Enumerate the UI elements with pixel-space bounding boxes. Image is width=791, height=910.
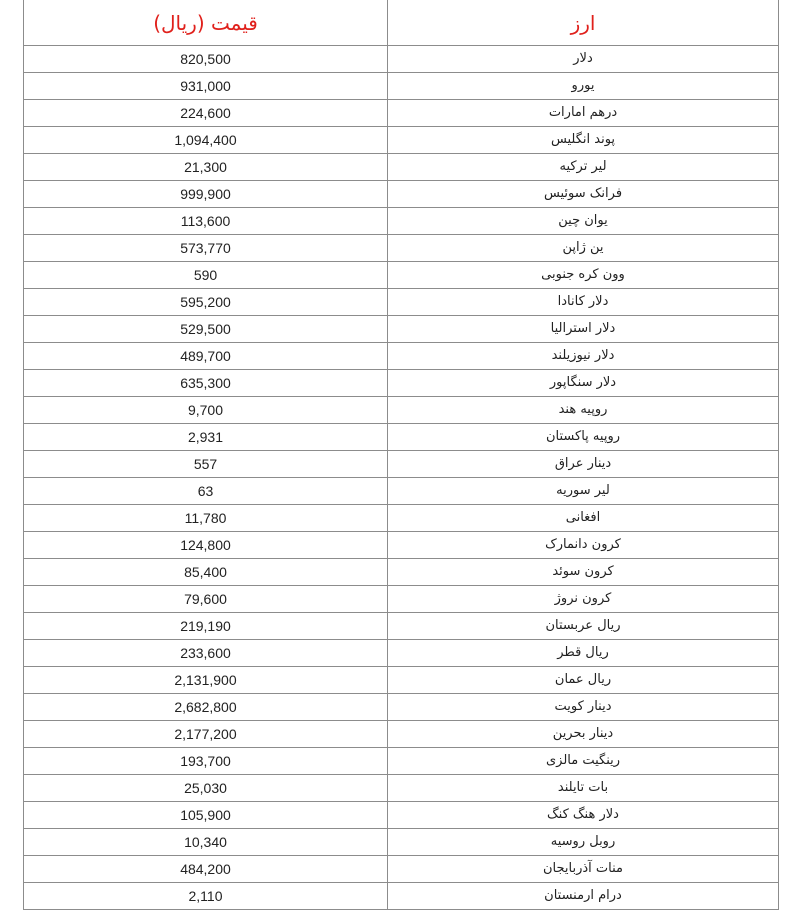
currency-name-cell: رینگیت مالزی	[388, 748, 779, 775]
currency-name-cell: لیر ترکیه	[388, 154, 779, 181]
price-cell: 484,200	[24, 856, 388, 883]
price-cell: 79,600	[24, 586, 388, 613]
table-row	[24, 46, 779, 73]
price-column-header: قیمت (ریال)	[24, 0, 388, 46]
price-cell: 124,800	[24, 532, 388, 559]
price-cell: 2,110	[24, 883, 388, 910]
price-cell: 2,131,900	[24, 667, 388, 694]
price-cell: 10,340	[24, 829, 388, 856]
table-row	[24, 100, 779, 127]
currency-name-cell: لیر سوریه	[388, 478, 779, 505]
currency-name-cell: دینار کویت	[388, 694, 779, 721]
table-row	[24, 586, 779, 613]
price-cell: 557	[24, 451, 388, 478]
table-row	[24, 478, 779, 505]
price-cell: 931,000	[24, 73, 388, 100]
currency-name-cell: روپیه هند	[388, 397, 779, 424]
table-row	[24, 262, 779, 289]
currency-name-cell: درهم امارات	[388, 100, 779, 127]
currency-name-cell: منات آذربایجان	[388, 856, 779, 883]
currency-name-cell: افغانی	[388, 505, 779, 532]
table-row	[24, 451, 779, 478]
table-body	[24, 46, 779, 910]
table-row	[24, 532, 779, 559]
currency-name-cell: روبل روسیه	[388, 829, 779, 856]
price-cell: 21,300	[24, 154, 388, 181]
currency-name-cell: دلار	[388, 46, 779, 73]
table-row	[24, 559, 779, 586]
table-header-row	[24, 0, 779, 46]
table-row	[24, 505, 779, 532]
currency-name-cell: دینار بحرین	[388, 721, 779, 748]
currency-name-cell: دلار سنگاپور	[388, 370, 779, 397]
currency-name-cell: وون کره جنوبی	[388, 262, 779, 289]
currency-name-cell: درام ارمنستان	[388, 883, 779, 910]
table-row	[24, 424, 779, 451]
currency-name-cell: دینار عراق	[388, 451, 779, 478]
table-row	[24, 775, 779, 802]
table-row	[24, 721, 779, 748]
price-cell: 529,500	[24, 316, 388, 343]
table-row	[24, 289, 779, 316]
currency-name-cell: کرون سوئد	[388, 559, 779, 586]
currency-name-cell: دلار استرالیا	[388, 316, 779, 343]
price-cell: 9,700	[24, 397, 388, 424]
price-cell: 25,030	[24, 775, 388, 802]
price-cell: 63	[24, 478, 388, 505]
table-row	[24, 667, 779, 694]
currency-name-cell: ریال قطر	[388, 640, 779, 667]
table-row	[24, 802, 779, 829]
price-cell: 1,094,400	[24, 127, 388, 154]
table-row	[24, 235, 779, 262]
price-cell: 595,200	[24, 289, 388, 316]
price-cell: 489,700	[24, 343, 388, 370]
price-cell: 2,931	[24, 424, 388, 451]
table-row	[24, 397, 779, 424]
price-cell: 573,770	[24, 235, 388, 262]
price-cell: 999,900	[24, 181, 388, 208]
price-cell: 113,600	[24, 208, 388, 235]
table-row	[24, 343, 779, 370]
currency-name-cell: دلار کانادا	[388, 289, 779, 316]
currency-rate-table	[23, 0, 779, 910]
currency-name-cell: ریال عربستان	[388, 613, 779, 640]
table-row	[24, 370, 779, 397]
currency-name-cell: یوان چین	[388, 208, 779, 235]
table-row	[24, 694, 779, 721]
table-row	[24, 208, 779, 235]
currency-name-cell: ین ژاپن	[388, 235, 779, 262]
currency-name-cell: دلار نیوزیلند	[388, 343, 779, 370]
price-cell: 590	[24, 262, 388, 289]
price-cell: 233,600	[24, 640, 388, 667]
currency-name-cell: یورو	[388, 73, 779, 100]
table-row	[24, 856, 779, 883]
currency-name-cell: پوند انگلیس	[388, 127, 779, 154]
table-row	[24, 154, 779, 181]
currency-name-cell: فرانک سوئیس	[388, 181, 779, 208]
price-cell: 85,400	[24, 559, 388, 586]
currency-column-header: ارز	[388, 0, 779, 46]
price-cell: 105,900	[24, 802, 388, 829]
price-cell: 11,780	[24, 505, 388, 532]
table-row	[24, 127, 779, 154]
currency-name-cell: دلار هنگ کنگ	[388, 802, 779, 829]
currency-name-cell: کرون نروژ	[388, 586, 779, 613]
table-row	[24, 181, 779, 208]
table-row	[24, 748, 779, 775]
table-row	[24, 73, 779, 100]
table-row	[24, 316, 779, 343]
price-cell: 635,300	[24, 370, 388, 397]
price-cell: 2,177,200	[24, 721, 388, 748]
table-row	[24, 640, 779, 667]
price-cell: 219,190	[24, 613, 388, 640]
price-cell: 224,600	[24, 100, 388, 127]
price-cell: 2,682,800	[24, 694, 388, 721]
currency-name-cell: بات تایلند	[388, 775, 779, 802]
currency-name-cell: روپیه پاکستان	[388, 424, 779, 451]
table-row	[24, 613, 779, 640]
price-cell: 193,700	[24, 748, 388, 775]
price-cell: 820,500	[24, 46, 388, 73]
currency-name-cell: کرون دانمارک	[388, 532, 779, 559]
currency-name-cell: ریال عمان	[388, 667, 779, 694]
table-row	[24, 829, 779, 856]
table-row	[24, 883, 779, 910]
